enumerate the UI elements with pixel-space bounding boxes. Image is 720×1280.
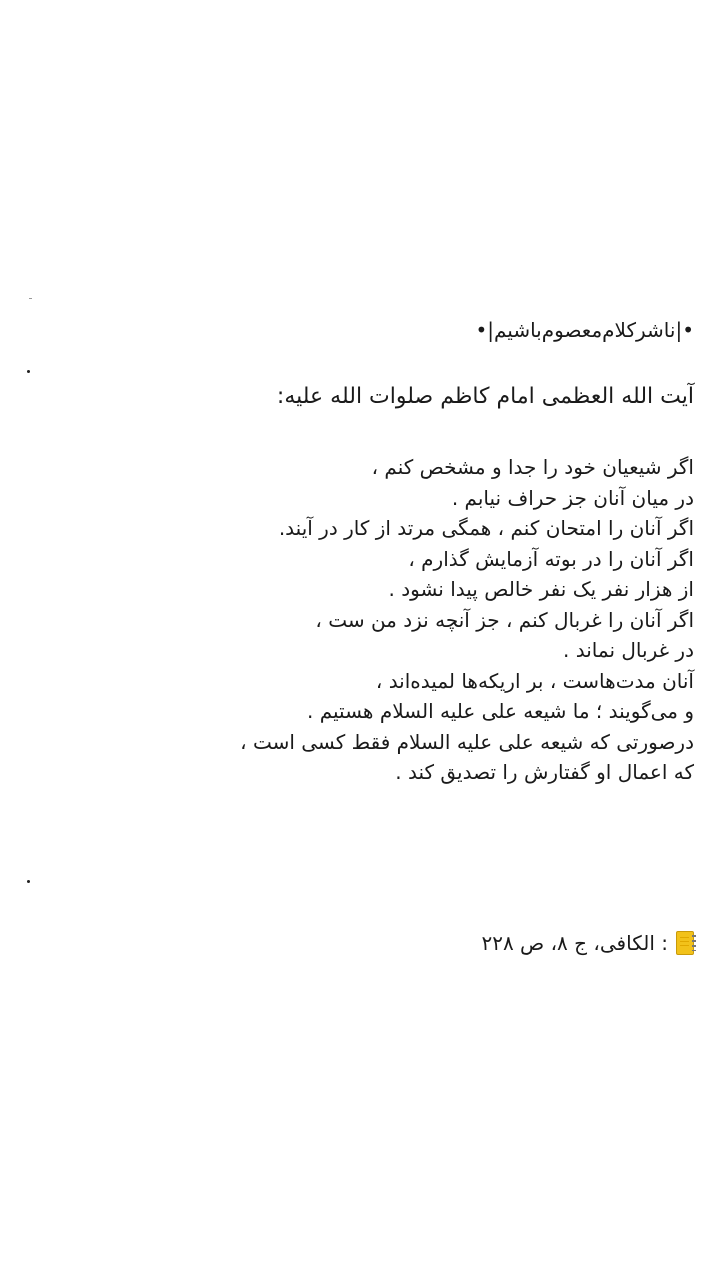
quote-body bbox=[240, 452, 694, 788]
quote-line-7: در غربال نماند . bbox=[563, 638, 694, 662]
intro-line: آیت الله العظمی امام کاظم صلوات الله علیه: bbox=[276, 384, 694, 409]
quote-line-5: از هزار نفر یک نفر خالص پیدا نشود . bbox=[388, 577, 694, 601]
quote-line-1: اگر شیعیان خود را جدا و مشخص کنم ، bbox=[371, 455, 694, 479]
quote-line-9: و می‌گویند ؛ ما شیعه علی علیه السلام هستیم . bbox=[306, 699, 694, 723]
source-citation bbox=[481, 928, 694, 958]
source-text: : الکافی، ج ۸، ص ۲۲۸ bbox=[481, 931, 668, 955]
quote-line-11: که اعمال او گفتارش را تصدیق کند . bbox=[395, 760, 694, 784]
separator-mark bbox=[29, 298, 32, 299]
quote-line-3: اگر آنان را امتحان کنم ، همگی مرتد از کار در آیند. bbox=[278, 516, 694, 540]
bullet-dot bbox=[27, 880, 30, 883]
quote-line-4: اگر آنان را در بوته آزمایش گذارم ، bbox=[408, 546, 694, 571]
quote-line-8: آنان مدت‌هاست ، بر اریکه‌ها لمیده‌اند ، bbox=[375, 668, 694, 693]
channel-header: •|ناشرکلام‌معصوم‌باشیم|• bbox=[475, 318, 694, 342]
quote-line-2: در میان آنان جز حراف نیابم . bbox=[451, 485, 694, 510]
notebook-icon bbox=[676, 931, 694, 955]
quote-line-10: درصورتی که شیعه علی علیه السلام فقط کسی است ، bbox=[240, 729, 694, 754]
quote-line-6: اگر آنان را غربال کنم ، جز آنچه نزد من ست ، bbox=[315, 607, 694, 632]
bullet-dot bbox=[27, 370, 30, 373]
